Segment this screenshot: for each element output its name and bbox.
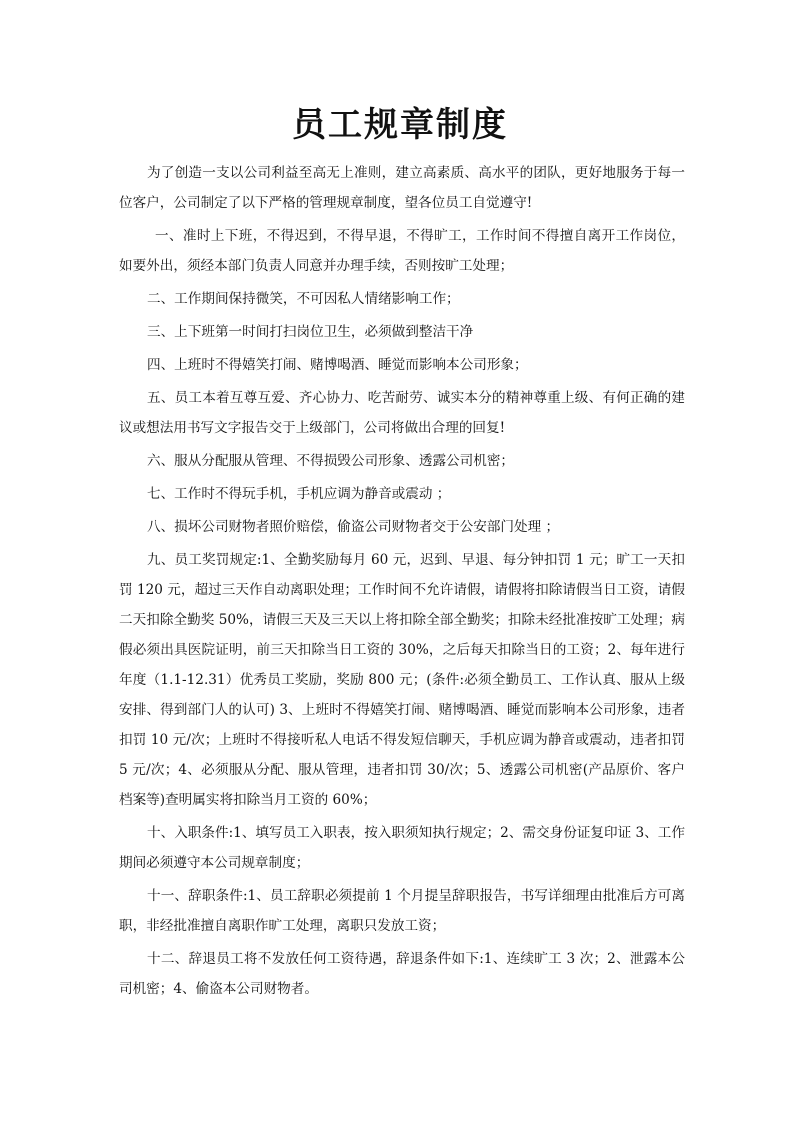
rule-6-paragraph: 六、服从分配服从管理、不得损毁公司形象、透露公司机密； <box>147 453 515 469</box>
intro-paragraph: 为了创造一支以公司利益至高无上准则，建立高素质、高水平的团队，更好地服务于每一位客户，公司制定了以下严格的管理规章制度，望各位员工自觉遵守! <box>119 165 685 211</box>
rule-2-paragraph: 二、工作期间保持微笑，不可因私人情绪影响工作； <box>147 291 460 307</box>
rule-3-paragraph: 三、上下班第一时间打扫岗位卫生，必须做到整洁干净 <box>147 324 474 340</box>
rule-7-paragraph: 七、工作时不得玩手机，手机应调为静音或震动 ； <box>147 486 451 502</box>
document-body <box>119 158 685 1007</box>
rule-12-paragraph: 十二、辞退员工将不发放任何工资待遇，辞退条件如下:1、连续旷工 3 次；2、泄露本公司机密；4、偷盗本公司财物者。 <box>119 951 685 997</box>
rule-1-paragraph: 一、准时上下班，不得迟到，不得早退，不得旷工，工作时间不得擅自离开工作岗位，如要外出，须经本部门负责人同意并办理手续，否则按旷工处理； <box>119 228 685 274</box>
rule-11-paragraph: 十一、辞职条件:1、员工辞职必须提前 1 个月提呈辞职报告，书写详细理由批准后方可离职，非经批准擅自离职作旷工处理，离职只发放工资； <box>119 888 685 934</box>
rule-8-paragraph: 八、损坏公司财物者照价赔偿，偷盗公司财物者交于公安部门处理 ； <box>147 519 560 535</box>
rule-4-paragraph: 四、上班时不得嬉笑打闹、赌博喝酒、睡觉而影响本公司形象； <box>147 357 528 373</box>
page-title: 员工规章制度 <box>292 105 508 145</box>
rule-5-paragraph: 五、员工本着互尊互爱、齐心协力、吃苦耐劳、诚实本分的精神尊重上级、有何正确的建议或想法用书写文字报告交于上级部门，公司将做出合理的回复! <box>119 390 685 436</box>
rule-9-paragraph: 九、员工奖罚规定:1、全勤奖励每月 60 元，迟到、早退、每分钟扣罚 1 元；旷工一天扣罚 120 元，超过三天作自动离职处理；工作时间不允许请假，请假将扣除请假当日工资，请假二天扣除全勤奖 50%，请假三天及三天以上将扣除全部全勤奖；扣除未经批准按旷工处理；病假必须出具医院证明，前三天扣除当日工资的 30%，之后每天扣除当日的工资；2、每年进行年度（1.1-12.31）优秀员工奖励，奖励 800 元；(条件:必须全勤员工、工作认真、服从上级安排、得到部门人的认可) 3、上班时不得嬉笑打闹、赌博喝酒、睡觉而影响本公司形象，违者扣罚 10 元/次；上班时不得接听私人电话不得发短信聊天，手机应调为静音或震动，违者扣罚 5 元/次；4、必须服从分配、服从管理，违者扣罚 30/次；5、透露公司机密(产品原价、客户档案等)查明属实将扣除当月工资的 60%； <box>119 552 685 808</box>
rule-10-paragraph: 十、入职条件:1、填写员工入职表，按入职须知执行规定；2、需交身份证复印证 3、工作期间必须遵守本公司规章制度； <box>119 825 685 871</box>
